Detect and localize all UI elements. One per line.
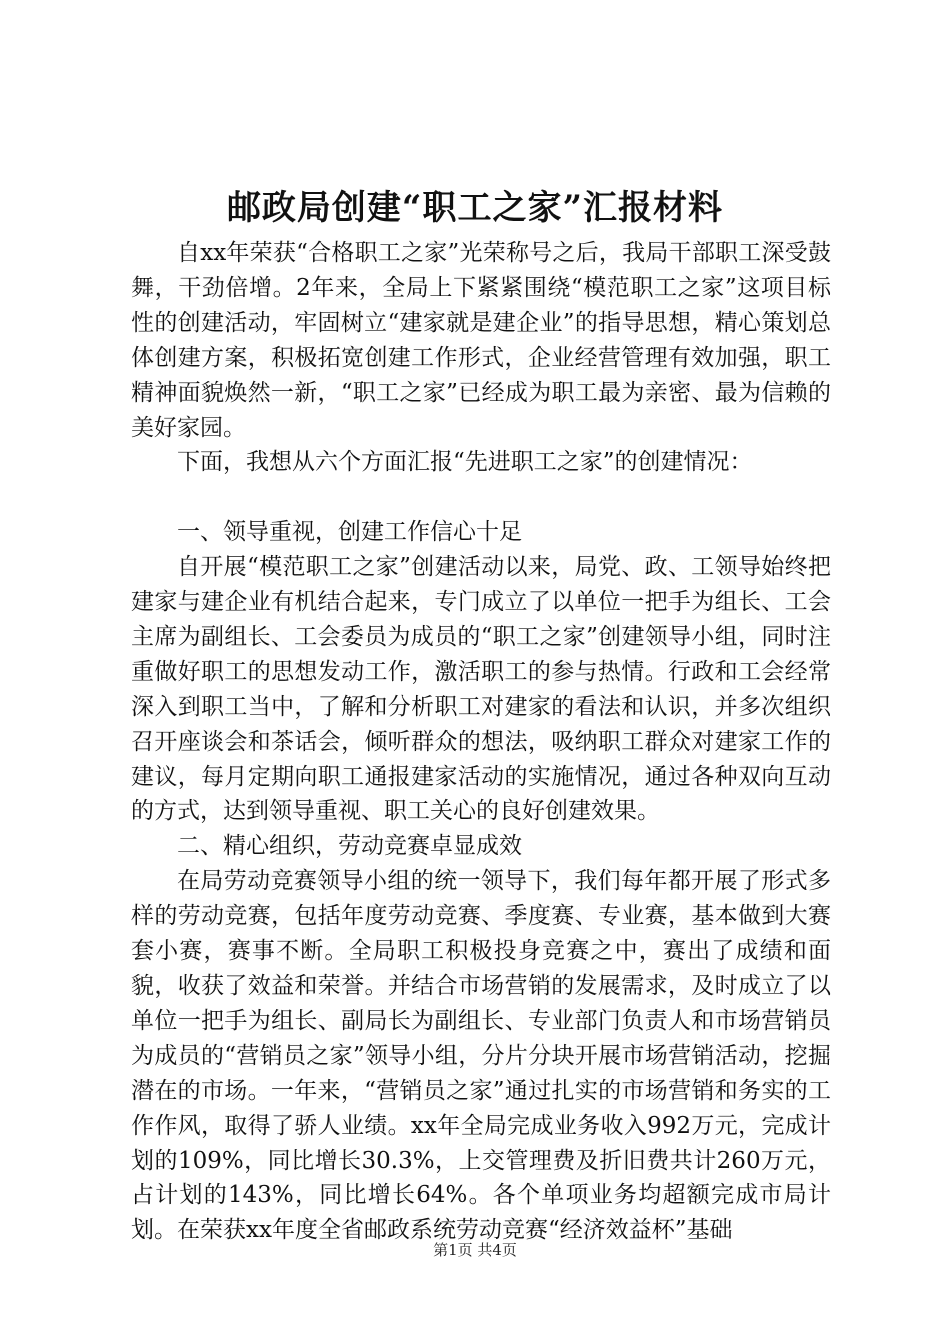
document-title: 邮政局创建“职工之家”汇报材料 — [226, 188, 724, 228]
paragraph-section-2: 在局劳动竞赛领导小组的统一领导下，我们每年都开展了形式多样的劳动竞赛，包括年度劳动竞赛、季度赛、专业赛，基本做到大赛套小赛，赛事不断。全局职工积极投身竞赛之中，赛出了成绩和面貌，收获了效益和荣誉。并结合市场营销的发展需求，及时成立了以单位一把手为组长、副局长为副组长、专业部门负责人和市场营销员为成员的“营销员之家”领导小组，分片分块开展市场营销活动，挖掘潜在的市场。一年来，“营销员之家”通过扎实的市场营销和务实的工作作风，取得了骄人业绩。xx年全局完成业务收入992万元，完成计划的109%，同比增长30.3%，上交管理费及折旧费共计260万元，占计划的143%，同比增长64%。各个单项业务均超额完成市局计划。在荣获xx年度全省邮政系统劳动竞赛“经济效益杯”基础 — [131, 868, 831, 1244]
section-heading-2: 二、精心组织，劳动竞赛卓显成效 — [177, 833, 522, 860]
document-body — [131, 236, 831, 1248]
paragraph-overview: 下面，我想从六个方面汇报“先进职工之家”的创建情况： — [177, 449, 753, 476]
paragraph-section-1: 自开展“模范职工之家”创建活动以来，局党、政、工领导始终把建家与建企业有机结合起来，专门成立了以单位一把手为组长、工会主席为副组长、工会委员为成员的“职工之家”创建领导小组，同时注重做好职工的思想发动工作，激活职工的参与热情。行政和工会经常深入到职工当中，了解和分析职工对建家的看法和认识，并多次组织召开座谈会和茶话会，倾听群众的想法，吸纳职工群众对建家工作的建议，每月定期向职工通报建家活动的实施情况，通过各种双向互动的方式，达到领导重视、职工关心的良好创建效果。 — [131, 554, 831, 825]
paragraph-gap — [131, 480, 831, 515]
paragraph-intro: 自xx年荣获“合格职工之家”光荣称号之后，我局干部职工深受鼓舞，干劲倍增。2年来，全局上下紧紧围绕“模范职工之家”这项目标性的创建活动，牢固树立“建家就是建企业”的指导思想，精心策划总体创建方案，积极拓宽创建工作形式，企业经营管理有效加强，职工精神面貌焕然一新，“职工之家”已经成为职工最为亲密、最为信赖的美好家园。 — [131, 240, 831, 441]
page-footer: 第1页 共4页 — [433, 1241, 517, 1259]
section-heading-1: 一、领导重视，创建工作信心十足 — [177, 519, 522, 546]
